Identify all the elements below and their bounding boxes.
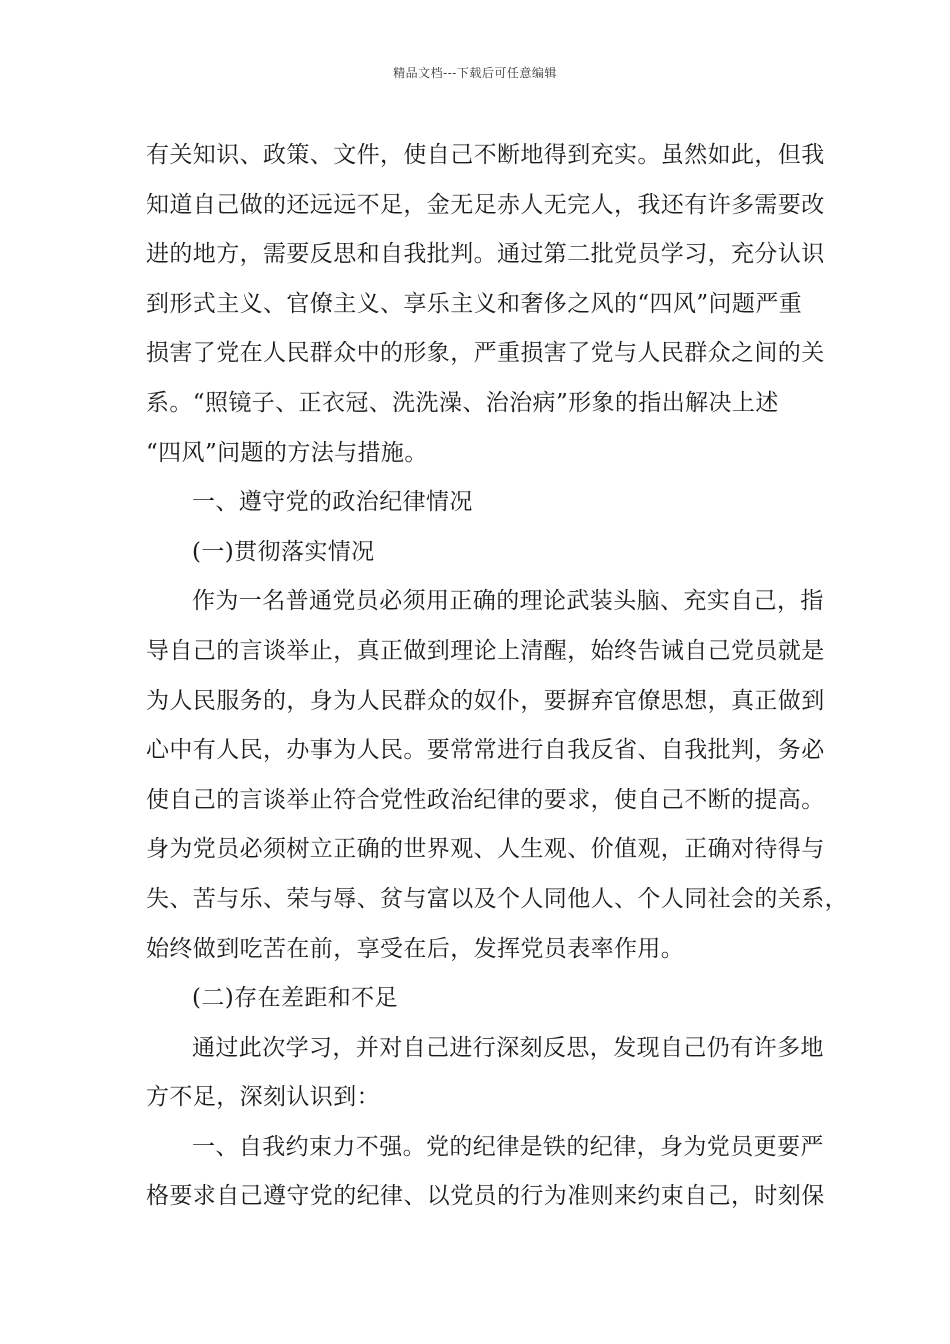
text-line: 格要求自己遵守党的纪律、以党员的行为准则来约束自己，时刻保 (146, 1183, 825, 1210)
text-line: 心中有人民，办事为人民。要常常进行自我反省、自我批判，务必 (146, 737, 825, 764)
page-header: 精品文档---下载后可任意编辑 (393, 66, 557, 80)
text-line: 损害了党在人民群众中的形象，严重损害了党与人民群众之间的关 (146, 340, 825, 367)
text-line: 一、自我约束力不强。党的纪律是铁的纪律，身为党员更要严 (192, 1133, 824, 1160)
text-line: 系。“照镜子、正衣冠、洗洗澡、治治病”形象的指出解决上述 (146, 389, 779, 416)
text-line: 进的地方，需要反思和自我批判。通过第二批党员学习，充分认识 (146, 241, 825, 268)
text-line: 作为一名普通党员必须用正确的理论武装头脑、充实自己，指 (192, 588, 824, 615)
text-line: 身为党员必须树立正确的世界观、人生观、价值观，正确对待得与 (146, 836, 825, 863)
text-line: 始终做到吃苦在前，享受在后，发挥党员表率作用。 (146, 935, 685, 962)
subsection-heading: (二)存在差距和不足 (192, 985, 398, 1012)
section-heading: 一、遵守党的政治纪律情况 (192, 489, 473, 516)
text-line: 使自己的言谈举止符合党性政治纪律的要求，使自己不断的提高。 (146, 786, 825, 813)
text-line: 导自己的言谈举止，真正做到理论上清醒，始终告诫自己党员就是 (146, 637, 825, 664)
text-line: 通过此次学习，并对自己进行深刻反思，发现自己仍有许多地 (192, 1034, 824, 1061)
text-line: 有关知识、政策、文件，使自己不断地得到充实。虽然如此，但我 (146, 142, 825, 168)
text-line: 方不足，深刻认识到： (146, 1084, 380, 1111)
text-line: 失、苦与乐、荣与辱、贫与富以及个人同他人、个人同社会的关系， (146, 885, 848, 912)
text-line: 为人民服务的，身为人民群众的奴仆，要摒弃官僚思想，真正做到 (146, 687, 825, 714)
text-line: “四风”问题的方法与措施。 (146, 439, 428, 466)
subsection-heading: (一)贯彻落实情况 (192, 538, 375, 565)
text-line: 知道自己做的还远远不足，金无足赤人无完人，我还有许多需要改 (146, 191, 825, 218)
document-body (146, 131, 848, 1222)
text-line: 到形式主义、官僚主义、享乐主义和奢侈之风的“四风”问题严重 (146, 290, 803, 317)
